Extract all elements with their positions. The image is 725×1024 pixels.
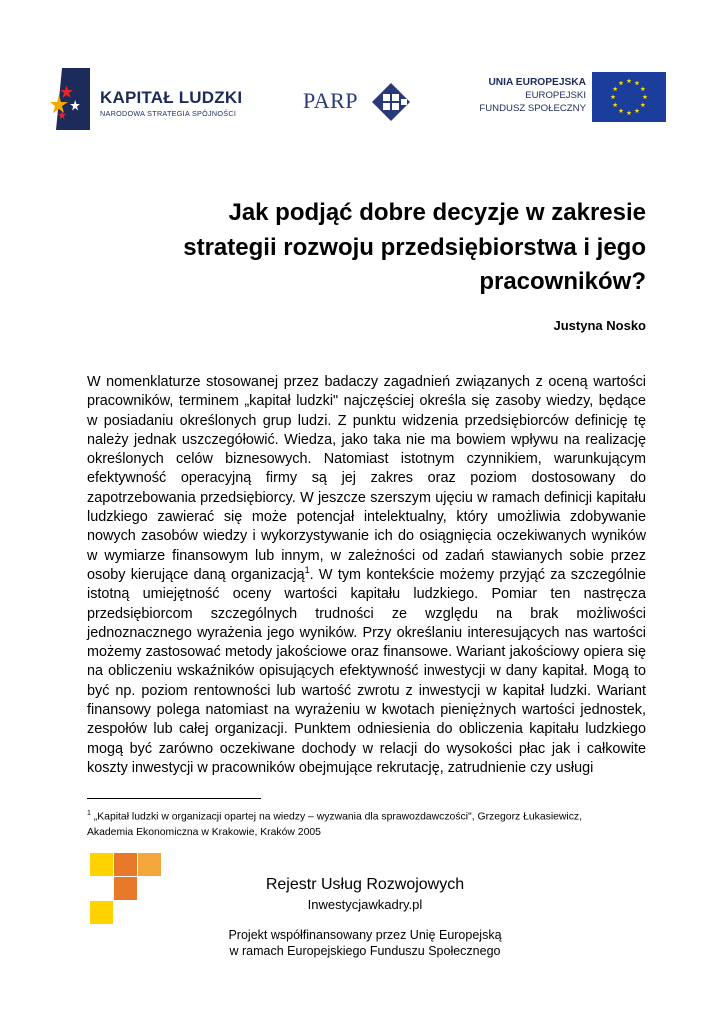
body-text-part-2: . W tym kontekście możemy przyjąć za szczególnie istotną umiejętność oceny wartości kapitału ludzkiego. Pomiar ten nastręcza przedsiębiorcom szczególnych trudności ze względu na brak możliwości jednoznacznego wyrażenia jego wyników. Przy określaniu interesujących nas wartości możemy zastosować metody jakościowe oraz finansowe. Wariant jakościowy opiera się na obliczeniu wskaźników opisujących efektywność inwestycji w dany kapitał. Mogą to być np. poziom rentowności lub wartość zwrotu z inwestycji w kapitał ludzki. Wariant finansowy polega natomiast na wyrażeniu w kwotach pieniężnych wartości jednostek, zespołów lub całej organizacji. Punktem odniesienia do obliczenia kapitału ludzkiego mogą być zarówno oczekiwane dochody w relacji do wysokości płac jak i całkowite koszty inwestycji w pracowników obejmujące rekrutację, zatrudnienie czy usługi (87, 566, 646, 776)
body-text-part-1: W nomenklaturze stosowanej przez badaczy zagadnień związanych z oceną wartości pracowników, terminem „kapitał ludzki" najczęściej określa się zasoby wiedzy, będące w posiadaniu określonych grup ludzi. Z punktu widzenia przedsiębiorców definicję tę należy jednak uszczegółowić. Wiedza, jako taka nie ma bowiem wpływu na realizację określonych celów biznesowych. Natomiast istotnym czynnikiem, warunkującym efektywność operacyjną firmy są jej zakres oraz poziom dostosowany do zapotrzebowania przedsiębiorcy. W jeszcze szerszym ujęciu w ramach definicji kapitału ludzkiego zawierać się może potencjał intelektualny, który umożliwia zdobywanie nowych zasobów wiedzy i wykorzystywanie ich do osiągnięcia oczekiwanych wyników w wymiarze finansowym lub innym, w zależności od zadań stawianych sobie przez osoby kierujące daną organizacją (87, 374, 646, 583)
cofinancing-note (200, 927, 530, 959)
title-line-3: pracowników? (479, 268, 646, 295)
logo-square (90, 901, 113, 924)
footnote-line-1: „Kapitał ludzki w organizacji opartej na wiedzy – wyzwania dla sprawozdawczości", Grzegorz Łukasiewicz, (90, 811, 583, 823)
registry-title: Rejestr Usług Rozwojowych (265, 876, 465, 893)
eu-logo-text (479, 76, 586, 115)
registry-website[interactable]: Inwestycjawkadry.pl (307, 897, 423, 912)
body-paragraph (87, 373, 646, 778)
title-line-2: strategii rozwoju przedsiębiorstwa i jego (183, 233, 646, 261)
eu-logo (479, 72, 666, 124)
eu-fund-line2: FUNDUSZ SPOŁECZNY (479, 103, 586, 114)
kapital-ludzki-logo (48, 68, 248, 130)
parp-label: PARP (303, 88, 359, 113)
kapital-ludzki-title: KAPITAŁ LUDZKI (100, 88, 243, 107)
parp-emblem-icon (371, 82, 411, 122)
author-name: Justyna Nosko (553, 318, 646, 333)
logo-square (114, 853, 137, 876)
eu-flag-icon (592, 72, 666, 122)
logo-square (114, 877, 137, 900)
eu-name: UNIA EUROPEJSKA (488, 77, 586, 88)
registry-squares-logo (90, 853, 162, 925)
footnote-reference[interactable]: 1 (304, 565, 310, 576)
parp-logo (303, 82, 413, 126)
cofinancing-line-1: Projekt współfinansowany przez Unię Europejską (228, 928, 502, 942)
logo-square (138, 853, 161, 876)
title-line-1: Jak podjąć dobre decyzje w zakresie (228, 199, 646, 226)
footnote-number: 1 (87, 810, 91, 817)
kapital-ludzki-subtitle: NARODOWA STRATEGIA SPÓJNOŚCI (100, 109, 237, 118)
eu-fund-line1: EUROPEJSKI (525, 90, 586, 101)
kapital-ludzki-emblem-icon (48, 68, 90, 130)
cofinancing-line-2: w ramach Europejskiego Funduszu Społecznego (229, 944, 501, 958)
footnote (87, 806, 657, 841)
logo-square (90, 853, 113, 876)
document-title (86, 196, 646, 300)
footnote-separator (87, 798, 261, 799)
footnote-line-2: Akademia Ekonomiczna w Krakowie, Kraków 2005 (87, 827, 321, 839)
